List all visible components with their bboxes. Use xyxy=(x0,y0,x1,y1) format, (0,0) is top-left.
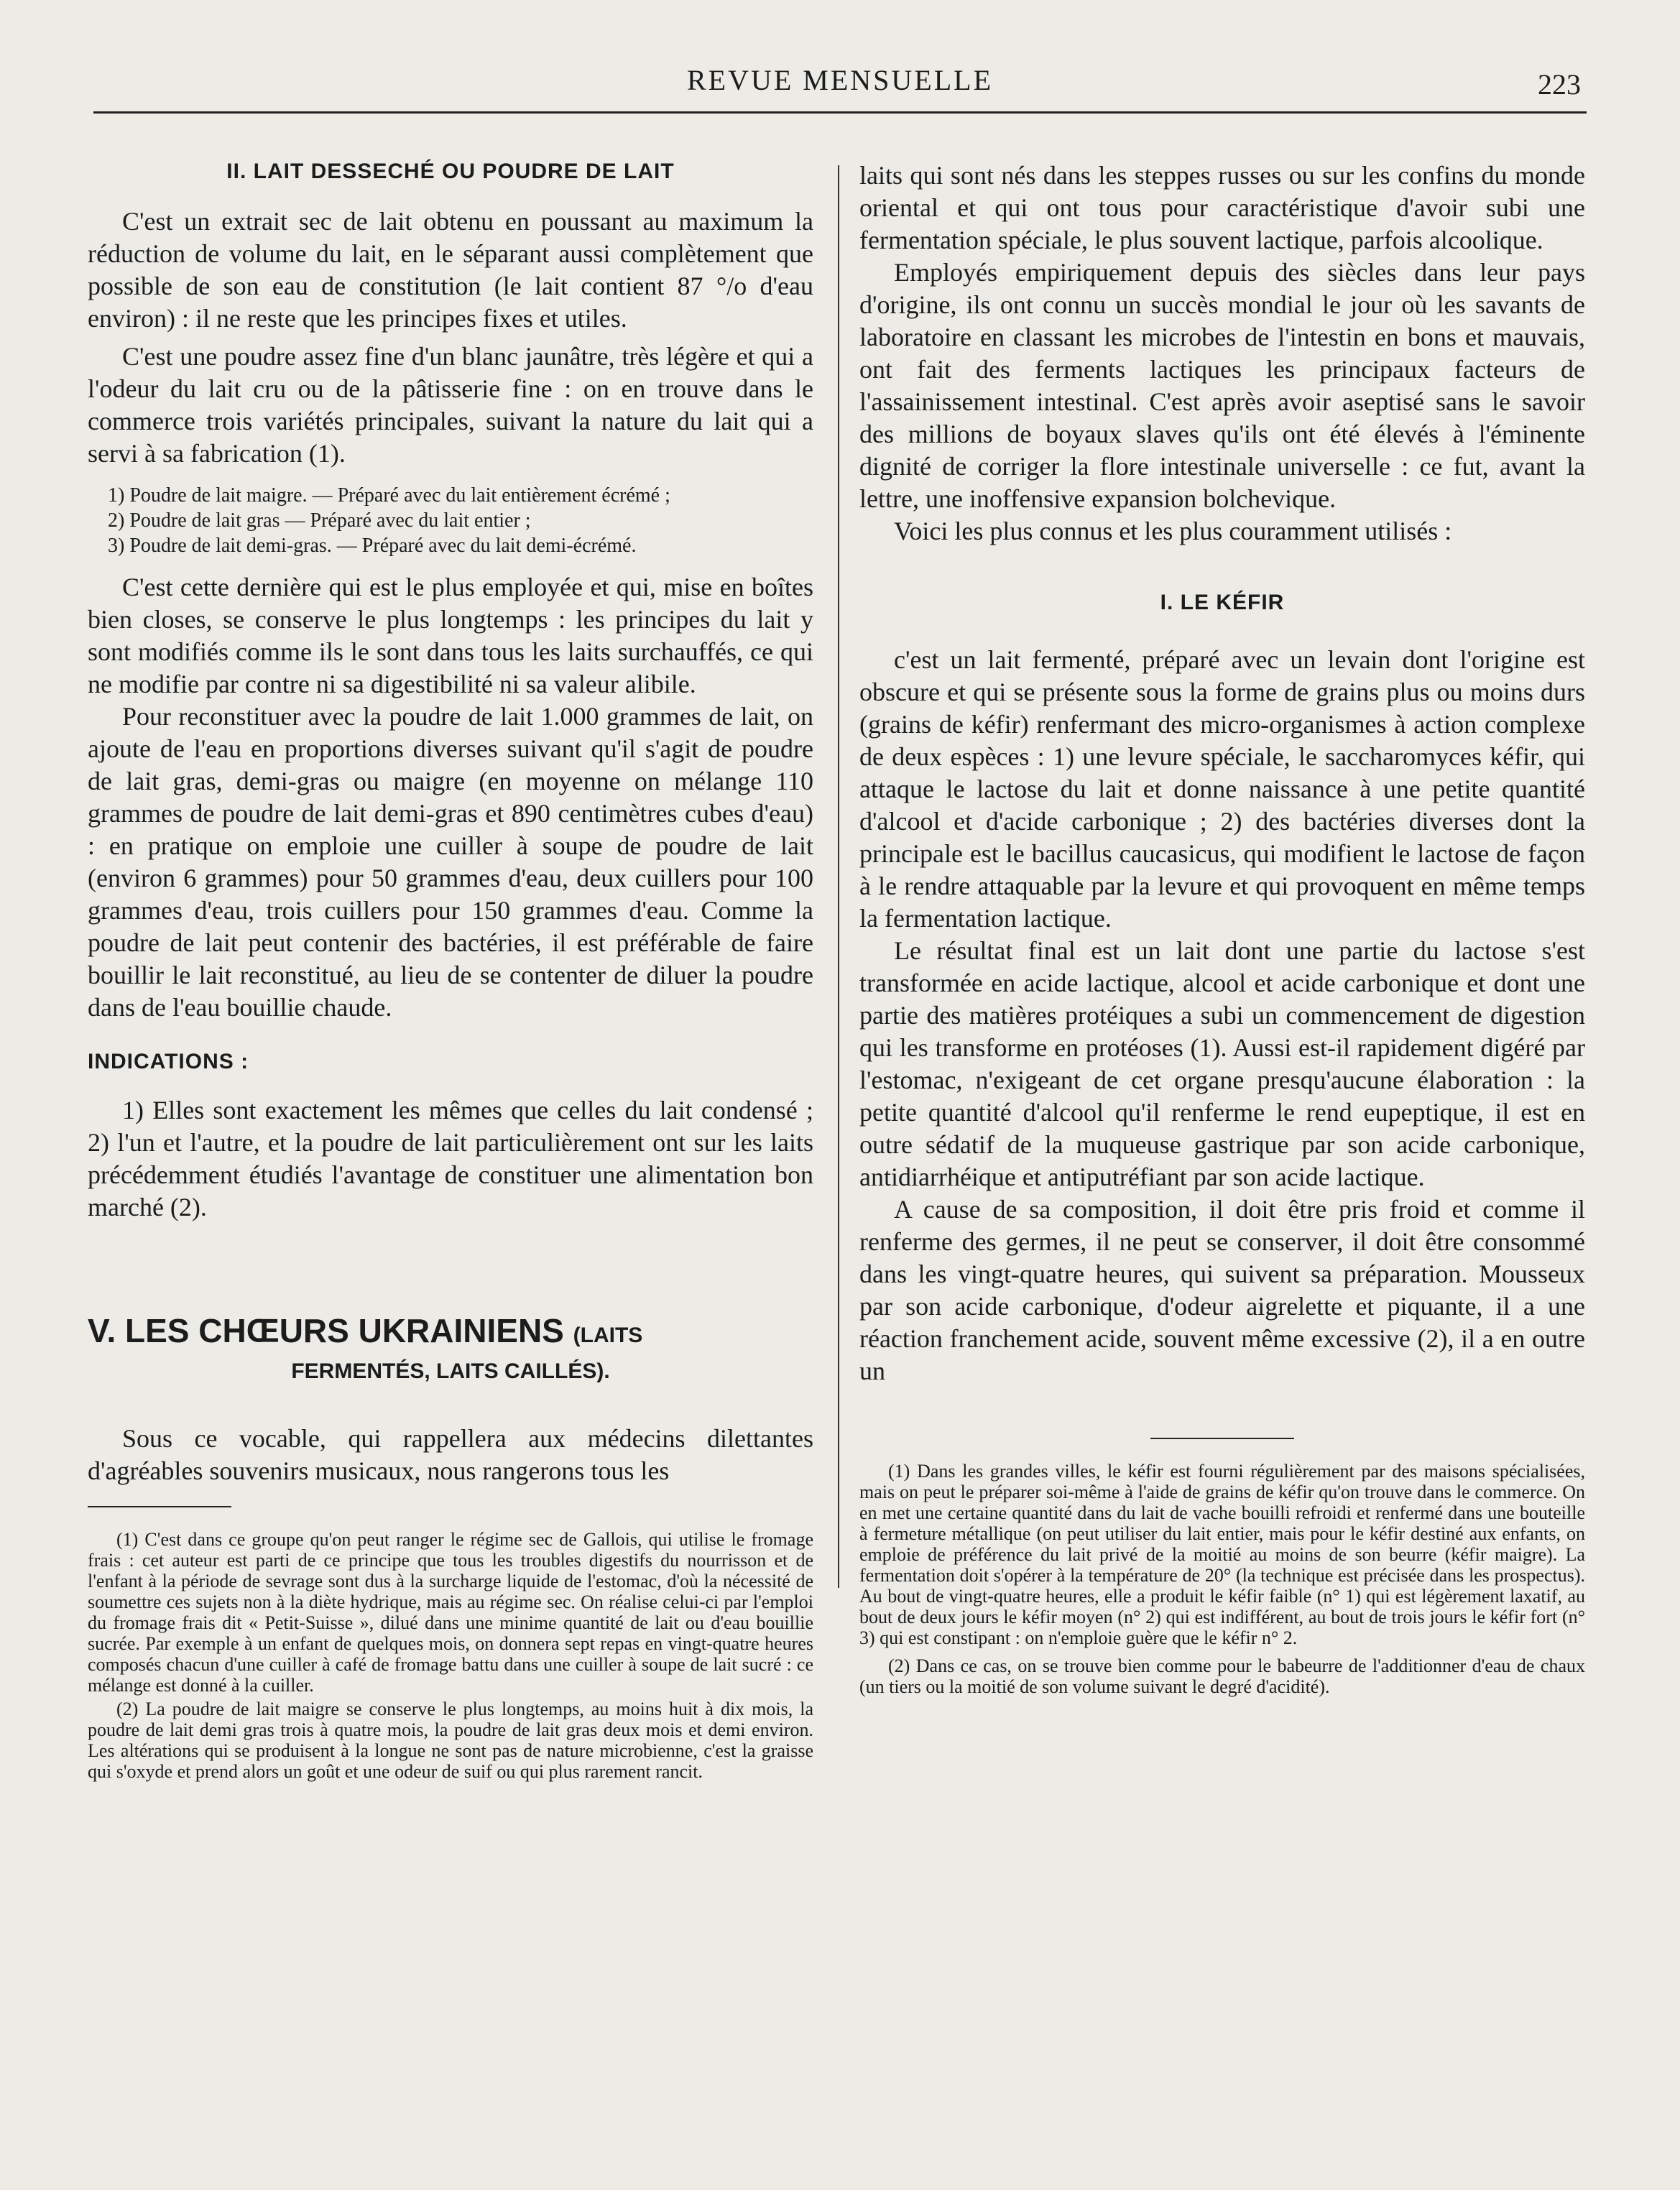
paragraph: Sous ce vocable, qui rappellera aux médecins dilettantes d'agréables souvenirs musicaux, nous rangerons tous les xyxy=(88,1424,813,1485)
paragraph: Employés empiriquement depuis des siècles dans leur pays d'origine, ils ont connu un succès mondial le jour où les savants de laboratoire en classant les microbes de l'intestin en bons et mauvais, ont fait des ferments lactiques les principaux facteurs de l'assainissement intestinal. C'est après avoir aseptisé sans le savoir des millions de boyaux slaves qu'ils ont été élevés à l'éminente dignité de corriger la flore intestinale universelle : ce fut, avant la lettre, une inoffensive expansion bolchevique. xyxy=(859,258,1585,513)
chapter-title-rest: (LAITS xyxy=(573,1323,643,1347)
paragraph: c'est un lait fermenté, préparé avec un levain dont l'origine est obscure et qui se présente sous la forme de grains plus ou moins durs (grains de kéfir) renfermant des micro-organismes à action complexe de deux espèces : 1) une levure spéciale, le saccharomyces kéfir, qui attaque le lactose du lait et donne naissance à une petite quantité d'alcool et d'acide carbonique ; 2) des bactéries diverses dont la principale est le bacillus caucasicus, qui modifient le lactose de façon à le rendre attaquable par la levure et qui provoquent en même temps la fermentation lactique. xyxy=(859,645,1585,933)
indications-heading: INDICATIONS : xyxy=(88,1050,249,1073)
footnote: (1) Dans les grandes villes, le kéfir est fourni régulièrement par des maisons spécialisées, mais on peut le préparer soi-même à l'aide de grains de kéfir qu'on trouve dans le commerce. On en met une certaine quantité dans du lait de vache bouilli refroidi et renfermé dans une bouteille à fermeture métallique (on peut utiliser du lait entier, mais pour le kéfir destiné aux enfants, on emploie de préférence du lait privé de la moitié au moins de son beurre (kéfir maigre). La fermentation doit s'opérer à la température de 20° (la technique est précisée dans les prospectus). Au bout de vingt-quatre heures, elle a produit le kéfir faible (n° 1) qui est légèrement laxatif, au bout de deux jours le kéfir moyen (n° 2) qui est indifférent, au bout de trois jours le kéfir fort (n° 3) qui est constipant : on n'emploie guère que le kéfir n° 2. xyxy=(859,1461,1585,1648)
paragraph: C'est un extrait sec de lait obtenu en poussant au maximum la réduction de volume du lait, en le séparant aussi complètement que possible de son eau de constitution (le lait contient 87 °/o d'eau environ) : il ne reste que les principes fixes et utiles. xyxy=(88,207,813,333)
running-header xyxy=(93,59,1587,102)
chapter-heading xyxy=(88,1310,813,1387)
paragraph: Voici les plus connus et les plus couramment utilisés : xyxy=(894,517,1452,545)
paragraph: laits qui sont nés dans les steppes russes ou sur les confins du monde oriental et qui ont tous pour caractéristique d'avoir subi une fermentation spéciale, le plus souvent lactique, parfois alcoolique. xyxy=(859,161,1585,254)
varieties-list xyxy=(88,483,813,558)
paragraph: A cause de sa composition, il doit être pris froid et comme il renferme des germes, il ne peut se conserver, il doit être consommé dans les vingt-quatre heures, qui suivent sa préparation. Mousseux par son acide carbonique, d'odeur aigrelette et piquante, il a une réaction franchement acide, souvent même excessive (2), il a en outre un xyxy=(859,1195,1585,1385)
list-item: 2) Poudre de lait gras — Préparé avec du lait entier ; xyxy=(108,509,531,532)
footnote: (2) La poudre de lait maigre se conserve le plus longtemps, au moins huit à dix mois, la poudre de lait demi gras trois à quatre mois, la poudre de lait gras deux mois et demi environ. Les altérations qui se produisent à la longue ne sont pas de nature microbienne, c'est la graisse qui s'oxyde et prend alors un goût et une odeur de suif ou qui plus rarement rancit. xyxy=(88,1699,813,1782)
chapter-title-line2: FERMENTÉS, LAITS CAILLÉS). xyxy=(291,1359,610,1383)
paragraph: C'est une poudre assez fine d'un blanc jaunâtre, très légère et qui a l'odeur du lait cru ou de la pâtisserie fine : on en trouve dans le commerce trois variétés principales, suivant la nature du lait qui a servi à sa fabrication (1). xyxy=(88,342,813,468)
section-heading-kefir: I. LE KÉFIR xyxy=(1160,591,1285,614)
paragraph: 1) Elles sont exactement les mêmes que celles du lait condensé ; 2) l'un et l'autre, et la poudre de lait particulièrement ont sur les laits précédemment étudiés l'avantage de constituer une alimentation bon marché (2). xyxy=(88,1096,813,1221)
footnote-rule xyxy=(1150,1438,1294,1439)
header-rule xyxy=(93,111,1587,114)
list-item: 1) Poudre de lait maigre. — Préparé avec du lait entièrement écrémé ; xyxy=(108,484,670,507)
chapter-title-main: V. LES CHŒURS UKRAINIENS xyxy=(88,1312,564,1349)
paragraph: C'est cette dernière qui est le plus employée et qui, mise en boîtes bien closes, se conserve le plus longtemps : les principes du lait y sont modifiés comme ils le sont dans tous les laits surchauffés, ce qui ne modifie par contre ni sa digestibilité ni sa valeur alibile. xyxy=(88,573,813,698)
footnote: (2) Dans ce cas, on se trouve bien comme pour le babeurre de l'additionner d'eau de chaux (un tiers ou la moitié de son volume suivant le degré d'acidité). xyxy=(859,1655,1585,1697)
footnote: (1) C'est dans ce groupe qu'on peut ranger le régime sec de Gallois, qui utilise le fromage frais : cet auteur est parti de ce principe que tous les troubles digestifs du nourrisson et de l'enfant à la période de sevrage sont dus à la surcharge liquide de l'estomac, d'où la nécessité de soumettre ces sujets non à la diète hydrique, mais au régime sec. On réalise celui-ci par l'emploi du fromage frais dit « Petit-Suisse », dilué dans une minime quantité de lait ou d'eau bouillie sucrée. Par exemple à un enfant de quelques mois, on donnera sept repas en vingt-quatre heures composés chacun d'une cuiller à café de fromage battu dans une cuiller à soupe de lait sucré : ce mélange est donné à la cuiller. xyxy=(88,1529,813,1696)
list-item: 3) Poudre de lait demi-gras. — Préparé avec du lait demi-écrémé. xyxy=(108,535,637,557)
section-heading-powdered-milk: II. LAIT DESSECHÉ OU POUDRE DE LAIT xyxy=(226,160,675,183)
right-column xyxy=(859,160,1585,1697)
page-number: 223 xyxy=(1538,68,1581,101)
column-divider xyxy=(838,165,839,1588)
running-title: REVUE MENSUELLE xyxy=(686,64,994,96)
footnote-rule xyxy=(88,1506,231,1507)
paragraph: Le résultat final est un lait dont une partie du lactose s'est transformée en acide lactique, alcool et acide carbonique et dont une partie des matières protéiques a subi un commencement de digestion qui les transforme en protéoses (1). Aussi est-il rapidement digéré par l'estomac, n'exigeant de cet organe presqu'aucune élaboration : la petite quantité d'alcool qu'il renferme le rend eupeptique, il est en outre sédatif de la muqueuse gastrique par son acide carbonique, antidiarrhéique et antiputréfiant par son acide lactique. xyxy=(859,936,1585,1191)
left-column xyxy=(88,160,813,1782)
paragraph: Pour reconstituer avec la poudre de lait 1.000 grammes de lait, on ajoute de l'eau en proportions diverses suivant qu'il s'agit de poudre de lait gras, demi-gras ou maigre (en moyenne on mélange 110 grammes de poudre de lait demi-gras et 890 centimètres cubes d'eau) : en pratique on emploie une cuiller à soupe de poudre de lait (environ 6 grammes) pour 50 grammes d'eau, deux cuillers pour 100 grammes d'eau, trois cuillers pour 150 grammes d'eau. Comme la poudre de lait peut contenir des bactéries, il est préférable de faire bouillir le lait reconstitué, au lieu de se contenter de diluer la poudre dans de l'eau bouillie chaude. xyxy=(88,702,813,1022)
